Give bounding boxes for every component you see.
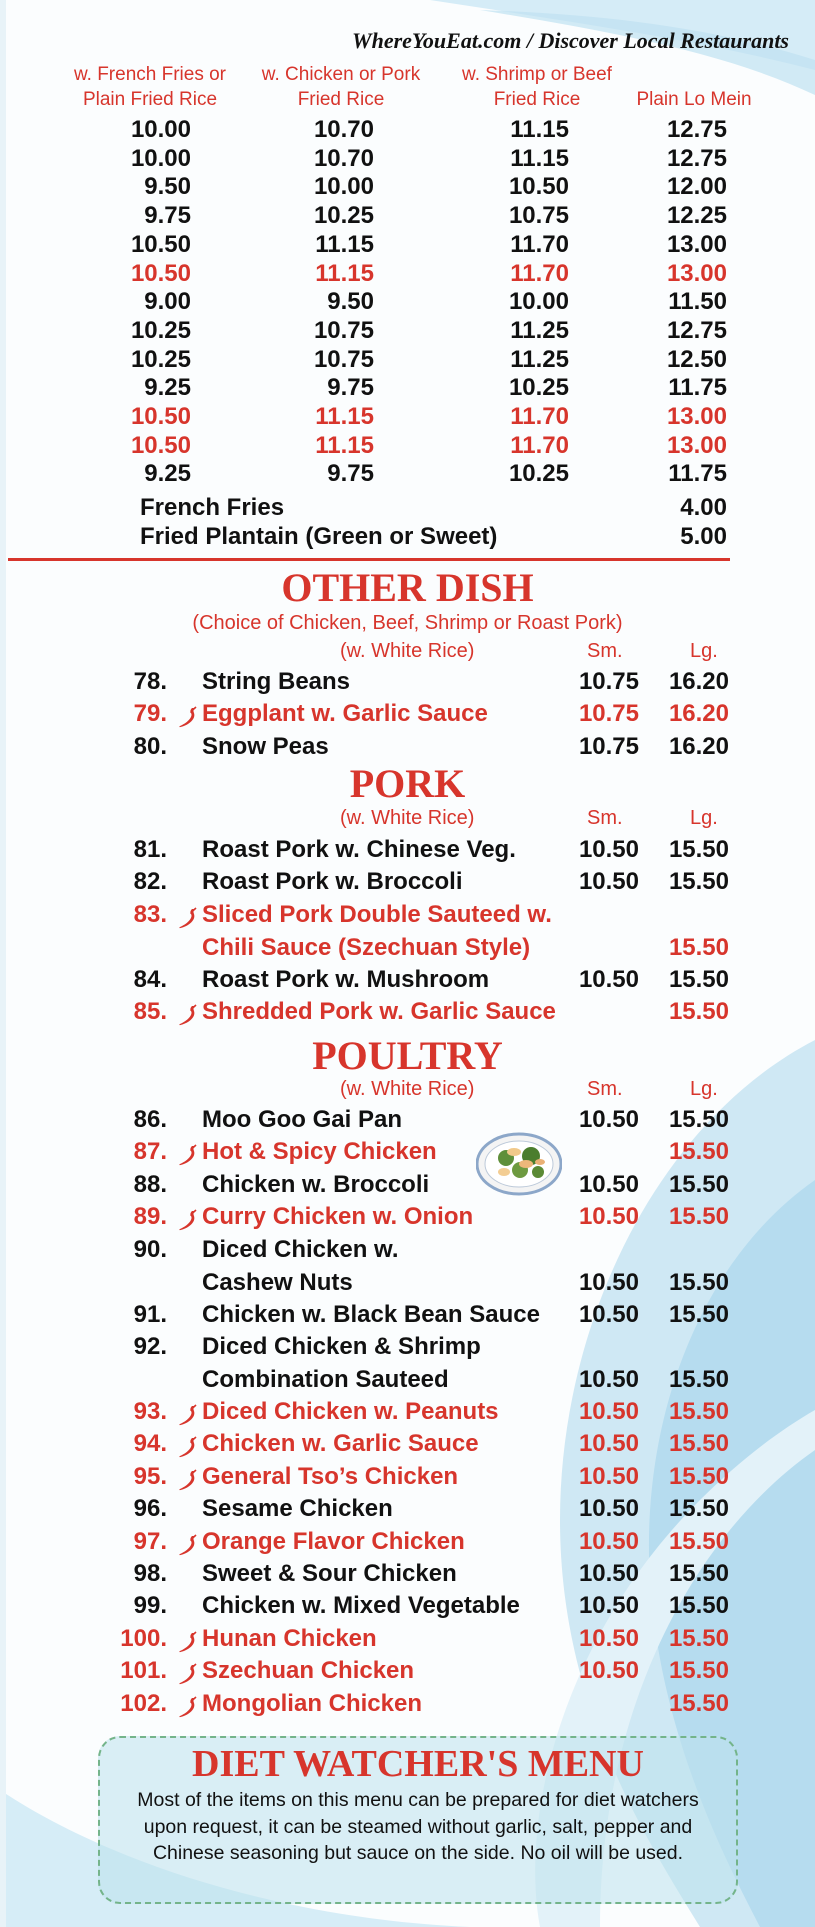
- price-small: 10.50: [578, 1398, 639, 1425]
- column-header-line1: w. Shrimp or Beef: [462, 64, 612, 85]
- column-header-line2: Fried Rice: [297, 89, 385, 110]
- item-name: Chicken w. Broccoli: [202, 1170, 430, 1198]
- price-large: 16.20: [668, 668, 729, 695]
- price-row: [0, 432, 815, 461]
- item-number: 79.: [133, 700, 167, 728]
- price-cell: 9.75: [144, 202, 191, 230]
- price-cell: 10.70: [313, 116, 374, 143]
- price-cell: 10.25: [313, 202, 374, 230]
- item-name: Orange Flavor Chicken: [202, 1527, 465, 1555]
- price-large: 15.50: [668, 998, 729, 1026]
- section-subtitle: (Choice of Chicken, Beef, Shrimp or Roast Pork): [192, 612, 623, 634]
- price-small: 10.50: [578, 1170, 639, 1198]
- price-cell: 13.00: [666, 259, 727, 287]
- chili-pepper-icon: [177, 1209, 197, 1231]
- item-name: Curry Chicken w. Onion: [202, 1203, 474, 1231]
- item-number: 82.: [133, 868, 167, 896]
- price-cell: 11.15: [315, 431, 374, 459]
- price-row: [0, 460, 815, 489]
- chili-pepper-icon: [177, 1469, 197, 1491]
- price-large: 15.50: [668, 1592, 729, 1620]
- item-name: Sliced Pork Double Sauteed w.: [202, 900, 552, 928]
- price-cell: 9.50: [144, 173, 191, 201]
- menu-item[interactable]: [0, 966, 815, 996]
- price-cell: 10.25: [130, 316, 191, 344]
- menu-item[interactable]: [0, 1398, 815, 1428]
- section-note: (w. White Rice): [340, 807, 475, 829]
- item-name: General Tso’s Chicken: [202, 1462, 459, 1490]
- item-number: 83.: [133, 900, 167, 928]
- side-price: 5.00: [680, 523, 727, 550]
- dish-photo: [476, 1128, 562, 1196]
- price-cell: 11.15: [510, 144, 569, 172]
- chili-pepper-icon: [177, 1631, 197, 1653]
- price-large: 15.50: [668, 1268, 729, 1296]
- menu-item[interactable]: [0, 1138, 815, 1168]
- item-name: Snow Peas: [202, 732, 329, 760]
- price-cell: 11.75: [668, 374, 727, 402]
- column-header-line2: Plain Fried Rice: [82, 89, 218, 110]
- size-large-label: Lg.: [690, 640, 718, 662]
- item-name: Chicken w. Garlic Sauce: [202, 1430, 479, 1458]
- price-cell: 11.75: [668, 460, 727, 488]
- price-cell: 11.70: [510, 403, 569, 430]
- chili-pepper-icon: [177, 706, 197, 728]
- section-title: POULTRY: [312, 1033, 503, 1078]
- menu-item[interactable]: [0, 1236, 815, 1298]
- price-cell: 10.50: [130, 403, 191, 430]
- item-name: Chicken w. Black Bean Sauce: [202, 1300, 540, 1328]
- column-header: [231, 62, 451, 112]
- item-name-cont: Combination Sauteed: [202, 1366, 449, 1393]
- price-cell: 11.25: [510, 345, 569, 373]
- item-number: 100.: [120, 1624, 167, 1652]
- price-large: 15.50: [668, 1495, 729, 1523]
- item-number: 97.: [133, 1527, 167, 1555]
- menu-item[interactable]: [0, 868, 815, 898]
- price-small: 10.50: [578, 1300, 639, 1328]
- price-cell: 11.15: [315, 230, 374, 258]
- price-small: 10.75: [578, 668, 639, 695]
- column-header: [40, 62, 260, 112]
- price-large: 15.50: [668, 1366, 729, 1393]
- item-name: String Beans: [202, 668, 351, 695]
- item-name: Diced Chicken & Shrimp: [202, 1333, 481, 1360]
- price-row: [0, 202, 815, 231]
- price-large: 15.50: [668, 1430, 729, 1458]
- price-cell: 10.50: [130, 230, 191, 258]
- size-large-label: Lg.: [690, 1078, 718, 1100]
- column-header: [584, 62, 804, 112]
- price-small: 10.50: [578, 868, 639, 896]
- price-row: [0, 403, 815, 432]
- side-item: [140, 494, 815, 523]
- chili-pepper-icon: [177, 1404, 197, 1426]
- price-row: [0, 374, 815, 403]
- price-large: 16.20: [668, 700, 729, 728]
- diet-text: Most of the items on this menu can be prepared for diet watchers upon request, it can be steamed without garlic, salt, pepper and Chinese seasoning but sauce on the side. No oil will be used.: [137, 1789, 699, 1864]
- menu-item[interactable]: [0, 1690, 815, 1720]
- price-row: [0, 116, 815, 145]
- price-cell: 13.00: [666, 431, 727, 459]
- site-header[interactable]: WhereYouEat.com / Discover Local Restaurants: [352, 28, 789, 53]
- price-large: 15.50: [668, 1300, 729, 1328]
- item-number: 94.: [133, 1430, 167, 1458]
- chili-pepper-icon: [177, 1004, 197, 1026]
- price-row: [0, 231, 815, 260]
- item-number: 88.: [133, 1170, 167, 1198]
- item-name: Shredded Pork w. Garlic Sauce: [202, 998, 556, 1026]
- price-small: 10.50: [578, 1268, 639, 1296]
- menu-item[interactable]: [0, 1301, 815, 1331]
- price-cell: 12.50: [666, 345, 727, 373]
- price-cell: 10.50: [130, 431, 191, 459]
- price-cell: 12.75: [666, 316, 727, 344]
- price-large: 16.20: [668, 732, 729, 760]
- price-cell: 11.70: [510, 259, 569, 287]
- price-large: 15.50: [668, 1203, 729, 1231]
- item-number: 93.: [133, 1398, 167, 1425]
- item-number: 78.: [133, 668, 167, 695]
- menu-item[interactable]: [0, 836, 815, 866]
- price-small: 10.50: [578, 965, 639, 993]
- item-number: 90.: [133, 1235, 167, 1263]
- price-large: 15.50: [668, 1560, 729, 1587]
- price-cell: 10.25: [130, 345, 191, 373]
- item-name: Hunan Chicken: [202, 1624, 377, 1652]
- item-number: 85.: [133, 998, 167, 1026]
- chili-pepper-icon: [177, 1663, 197, 1685]
- item-name: Eggplant w. Garlic Sauce: [202, 700, 488, 728]
- price-small: 10.50: [578, 1527, 639, 1555]
- menu-item[interactable]: [0, 1463, 815, 1493]
- price-row: [0, 288, 815, 317]
- price-large: 15.50: [668, 1657, 729, 1685]
- price-large: 15.50: [668, 1398, 729, 1425]
- price-cell: 13.00: [666, 230, 727, 258]
- price-small: 10.50: [578, 1624, 639, 1652]
- item-name: Mongolian Chicken: [202, 1689, 423, 1717]
- side-name: French Fries: [140, 494, 285, 521]
- menu-item[interactable]: [0, 700, 815, 730]
- item-number: 92.: [133, 1333, 167, 1360]
- price-cell: 11.15: [510, 116, 569, 143]
- price-small: 10.50: [578, 1462, 639, 1490]
- price-small: 10.50: [578, 1366, 639, 1393]
- size-small-label: Sm.: [587, 640, 623, 662]
- item-number: 101.: [120, 1657, 167, 1685]
- price-cell: 12.00: [666, 173, 727, 201]
- price-cell: 10.25: [508, 460, 569, 488]
- section-title: PORK: [349, 761, 466, 806]
- price-cell: 10.00: [130, 116, 191, 143]
- item-name: Diced Chicken w.: [202, 1235, 399, 1263]
- price-small: 10.75: [578, 700, 639, 728]
- item-name: Sesame Chicken: [202, 1495, 393, 1523]
- price-small: 10.50: [578, 1592, 639, 1620]
- price-small: 10.50: [578, 1560, 639, 1587]
- item-number: 81.: [133, 836, 167, 863]
- price-large: 15.50: [668, 836, 729, 863]
- price-large: 15.50: [668, 1689, 729, 1717]
- column-header-line2: Plain Lo Mein: [636, 89, 752, 110]
- item-name: Diced Chicken w. Peanuts: [202, 1398, 499, 1425]
- price-cell: 9.75: [327, 374, 374, 402]
- price-row: [0, 346, 815, 375]
- menu-item[interactable]: [0, 1203, 815, 1233]
- chili-pepper-icon: [177, 1534, 197, 1556]
- price-large: 15.50: [668, 1106, 729, 1133]
- item-number: 99.: [133, 1592, 167, 1620]
- chili-pepper-icon: [177, 907, 197, 929]
- item-number: 87.: [133, 1138, 167, 1166]
- size-large-label: Lg.: [690, 807, 718, 829]
- price-large: 15.50: [668, 1170, 729, 1198]
- item-name: Hot & Spicy Chicken: [202, 1138, 437, 1166]
- column-header-line1: [584, 62, 804, 87]
- price-cell: 11.50: [668, 288, 727, 316]
- price-small: 10.50: [578, 836, 639, 863]
- price-cell: 11.25: [510, 316, 569, 344]
- menu-item[interactable]: [0, 1430, 815, 1460]
- price-large: 15.50: [668, 1527, 729, 1555]
- price-cell: 10.00: [313, 173, 374, 201]
- price-cell: 11.70: [510, 230, 569, 258]
- price-cell: 11.15: [315, 403, 374, 430]
- price-cell: 10.50: [508, 173, 569, 201]
- menu-item[interactable]: [0, 1333, 815, 1395]
- price-row: [0, 260, 815, 289]
- item-name: Szechuan Chicken: [202, 1657, 415, 1685]
- menu-item[interactable]: [0, 998, 815, 1028]
- section-note: (w. White Rice): [340, 640, 475, 662]
- price-cell: 10.00: [130, 144, 191, 172]
- price-cell: 11.70: [510, 431, 569, 459]
- menu-item[interactable]: [0, 1625, 815, 1655]
- price-small: 10.50: [578, 1495, 639, 1523]
- menu-item[interactable]: [0, 1106, 815, 1136]
- item-name: Roast Pork w. Broccoli: [202, 868, 463, 896]
- menu-item[interactable]: [0, 1657, 815, 1687]
- menu-item[interactable]: [0, 1592, 815, 1622]
- price-large: 15.50: [668, 1462, 729, 1490]
- section-note: (w. White Rice): [340, 1078, 475, 1100]
- price-cell: 9.00: [144, 288, 191, 316]
- item-number: 95.: [133, 1462, 167, 1490]
- price-cell: 9.50: [327, 288, 374, 316]
- price-large: 15.50: [668, 965, 729, 993]
- menu-item[interactable]: [0, 668, 815, 698]
- column-header-line1: w. French Fries or: [73, 64, 227, 85]
- price-cell: 11.15: [315, 259, 374, 287]
- item-number: 102.: [120, 1689, 167, 1717]
- size-small-label: Sm.: [587, 1078, 623, 1100]
- item-name: Roast Pork w. Chinese Veg.: [202, 836, 516, 863]
- item-number: 84.: [133, 965, 167, 993]
- column-header-line2: Fried Rice: [493, 89, 581, 110]
- side-name: Fried Plantain (Green or Sweet): [140, 523, 498, 550]
- price-cell: 13.00: [666, 403, 727, 430]
- menu-item[interactable]: [0, 1528, 815, 1558]
- side-item: [140, 523, 815, 552]
- price-small: 10.50: [578, 1430, 639, 1458]
- price-cell: 10.75: [313, 316, 374, 344]
- side-price: 4.00: [680, 494, 727, 521]
- menu-item[interactable]: [0, 1171, 815, 1201]
- size-small-label: Sm.: [587, 807, 623, 829]
- price-small: 10.50: [578, 1203, 639, 1231]
- menu-item[interactable]: [0, 901, 815, 963]
- price-cell: 9.25: [144, 374, 191, 402]
- diet-title: DIET WATCHER'S MENU: [192, 1743, 644, 1785]
- chili-pepper-icon: [177, 1436, 197, 1458]
- price-cell: 10.75: [313, 345, 374, 373]
- price-small: 10.50: [578, 1657, 639, 1685]
- menu-item[interactable]: [0, 1560, 815, 1590]
- item-name-cont: Chili Sauce (Szechuan Style): [202, 933, 531, 961]
- item-number: 86.: [133, 1106, 167, 1133]
- item-name-cont: Cashew Nuts: [202, 1268, 353, 1296]
- item-name: Chicken w. Mixed Vegetable: [202, 1592, 520, 1620]
- menu-item[interactable]: [0, 733, 815, 763]
- price-cell: 9.25: [144, 460, 191, 488]
- price-cell: 12.25: [666, 202, 727, 230]
- price-cell: 10.25: [508, 374, 569, 402]
- price-row: [0, 317, 815, 346]
- item-number: 89.: [133, 1203, 167, 1231]
- item-name: Sweet & Sour Chicken: [202, 1560, 457, 1587]
- section-title: OTHER DISH: [281, 565, 534, 610]
- price-cell: 10.75: [508, 202, 569, 230]
- item-number: 80.: [133, 732, 167, 760]
- chili-pepper-icon: [177, 1144, 197, 1166]
- price-row: [0, 173, 815, 202]
- price-cell: 12.75: [666, 116, 727, 143]
- price-small: 10.75: [578, 732, 639, 760]
- section-divider: [8, 558, 730, 561]
- price-small: 10.50: [578, 1106, 639, 1133]
- price-large: 15.50: [668, 1624, 729, 1652]
- price-large: 15.50: [668, 868, 729, 896]
- chili-pepper-icon: [177, 1696, 197, 1718]
- item-name: Roast Pork w. Mushroom: [202, 965, 490, 993]
- price-large: 15.50: [668, 933, 729, 961]
- column-header-line1: w. Chicken or Pork: [261, 64, 421, 85]
- menu-item[interactable]: [0, 1495, 815, 1525]
- price-row: [0, 145, 815, 174]
- item-number: 91.: [133, 1300, 167, 1328]
- price-cell: 10.50: [130, 259, 191, 287]
- price-cell: 9.75: [327, 460, 374, 488]
- item-number: 96.: [133, 1495, 167, 1523]
- item-name: Moo Goo Gai Pan: [202, 1106, 403, 1133]
- price-cell: 10.00: [508, 288, 569, 316]
- item-number: 98.: [133, 1560, 167, 1587]
- price-cell: 12.75: [666, 144, 727, 172]
- price-cell: 10.70: [313, 144, 374, 172]
- price-large: 15.50: [668, 1138, 729, 1166]
